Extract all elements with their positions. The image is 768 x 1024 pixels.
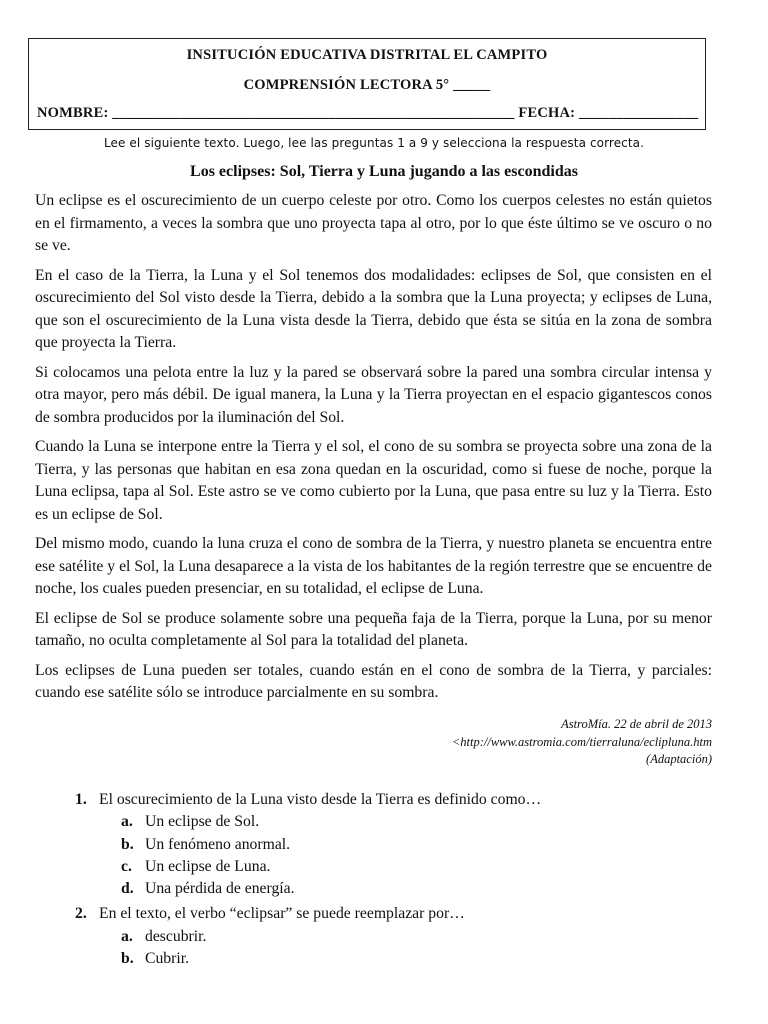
answer-option <box>75 856 735 878</box>
paragraph: Si colocamos una pelota entre la luz y la pared se observará sobre la pared una sombra circular intensa y otra mayor, pero más débil. De igual manera, la Luna y la Tierra proyectan en el espacio gigantescos conos de sombra producidos por la iluminación del Sol. <box>35 363 712 426</box>
question-item <box>75 903 735 970</box>
option-text: Un eclipse de Sol. <box>145 813 260 831</box>
answer-option <box>75 948 735 970</box>
question-header <box>75 789 735 811</box>
option-text: Un eclipse de Luna. <box>145 857 271 875</box>
paragraph: Cuando la Luna se interpone entre la Tierra y el sol, el cono de su sombra se proyecta sobre una zona de la Tierra, y las personas que habitan en esa zona quedan en la oscuridad, como si fuese de noche, porque la Luna eclipsa, tapa al Sol. Este astro se ve como cubierto por la Luna, que pasa entre su luz y la Tierra. Esto es un eclipse de Sol. <box>35 438 712 523</box>
paragraph: El eclipse de Sol se produce solamente sobre una pequeña faja de la Tierra, porque la Luna, por su menor tamaño, no oculta completamente al Sol para la totalidad del planeta. <box>35 609 712 649</box>
answer-option <box>75 834 735 856</box>
question-header <box>75 903 735 925</box>
question-item <box>75 789 735 900</box>
option-letter: a. <box>121 927 133 945</box>
option-letter: b. <box>121 950 134 968</box>
question-text: El oscurecimiento de la Luna visto desde la Tierra es definido como… <box>99 791 542 808</box>
questions-list <box>75 789 735 973</box>
source-line: AstroMía. 22 de abril de 2013 <box>561 717 712 731</box>
source-citation <box>452 716 712 769</box>
subject-line: COMPRENSIÓN LECTORA 5° _____ <box>243 77 491 93</box>
question-text: En el texto, el verbo “eclipsar” se puede reemplazar por… <box>99 905 465 923</box>
option-text: Cubrir. <box>145 950 190 968</box>
answer-option <box>75 811 735 833</box>
name-date-line: NOMBRE: ______________________________________________________ FECHA: ________________ <box>37 105 699 121</box>
option-text: Una pérdida de energía. <box>145 880 295 898</box>
option-letter: d. <box>121 880 134 898</box>
question-number: 2. <box>75 905 87 923</box>
instruction-text: Lee el siguiente texto. Luego, lee las preguntas 1 a 9 y selecciona la respuesta correcta. <box>103 136 645 150</box>
option-letter: b. <box>121 835 134 853</box>
question-number: 1. <box>75 791 87 808</box>
header-box <box>28 38 706 130</box>
paragraph: Los eclipses de Luna pueden ser totales, cuando están en el cono de sombra de la Tierra, y parciales: cuando ese satélite sólo se introduce parcialmente en su sombra. <box>35 661 712 701</box>
reading-body <box>35 190 712 712</box>
paragraph: Del mismo modo, cuando la luna cruza el cono de sombra de la Tierra, y nuestro planeta se encuentra entre ese satélite y el Sol, la Luna desaparece a la vista de los habitantes de la región terrestre que se encuentre de noche, los cuales pueden presenciar, en su totalidad, el eclipse de Luna. <box>35 535 712 597</box>
option-text: descubrir. <box>145 927 207 945</box>
answer-option <box>75 926 735 948</box>
option-letter: c. <box>121 857 132 875</box>
reading-title: Los eclipses: Sol, Tierra y Luna jugando a las escondidas <box>190 163 578 180</box>
option-letter: a. <box>121 813 133 831</box>
source-note: (Adaptación) <box>646 752 712 766</box>
answer-option <box>75 878 735 900</box>
paragraph: En el caso de la Tierra, la Luna y el Sol tenemos dos modalidades: eclipses de Sol, que consisten en el oscurecimiento del Sol visto desde la Tierra, debido a la sombra que la Luna proyecta; y eclipses de Luna, que son el oscurecimiento de la Luna vista desde la Tierra, debido que ésta se sitúa en la zona de sombra que proyecta la Tierra. <box>35 266 712 351</box>
option-text: Un fenómeno anormal. <box>145 835 291 853</box>
source-url: <http://www.astromia.com/tierraluna/eclipluna.htm <box>451 734 712 749</box>
paragraph: Un eclipse es el oscurecimiento de un cuerpo celeste por otro. Como los cuerpos celestes no están quietos en el firmamento, a veces la sombra que uno proyecta tapa al otro, por lo que éste último se ve oscuro o no se ve. <box>35 192 712 254</box>
institution-name: INSITUCIÓN EDUCATIVA DISTRITAL EL CAMPITO <box>186 47 548 63</box>
